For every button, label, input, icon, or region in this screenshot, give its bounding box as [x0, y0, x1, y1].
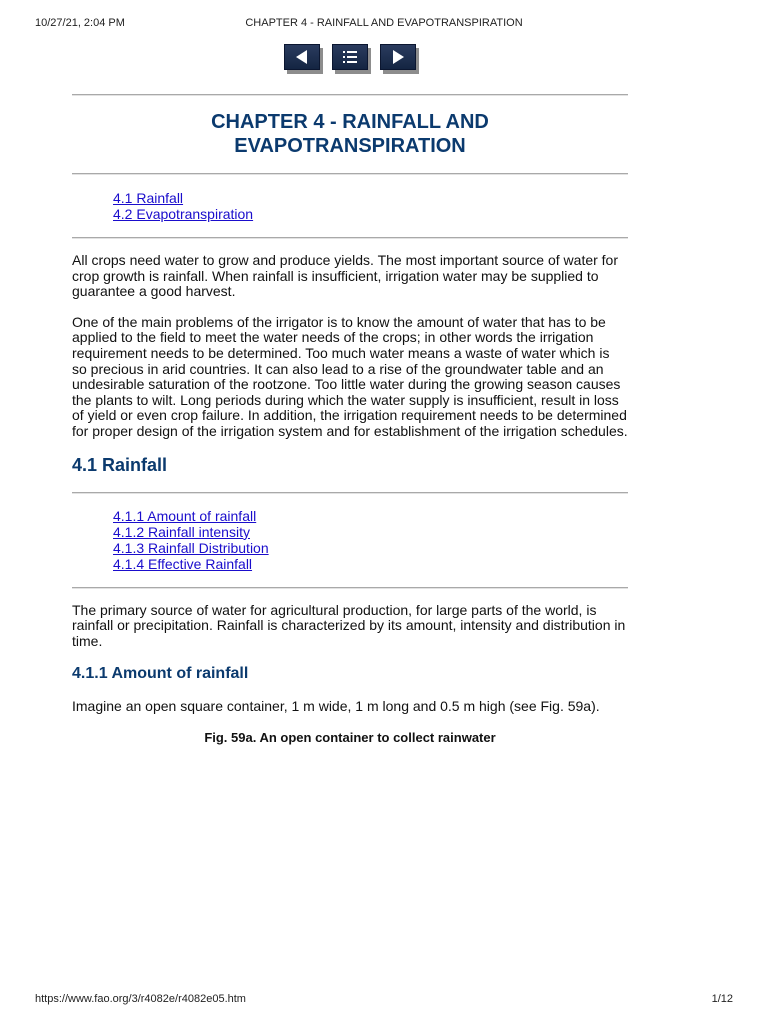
toc-item — [113, 206, 628, 222]
rainfall-paragraph: The primary source of water for agricultural production, for large parts of the world, is rainfall or precipitation. Rainfall is characterized by its amount, intensity and distribution in time. — [72, 601, 626, 649]
print-header — [35, 17, 733, 31]
section-heading-rainfall: 4.1 Rainfall — [72, 454, 168, 475]
section-heading-amount-of-rainfall: 4.1.1 Amount of rainfall — [72, 665, 249, 683]
divider — [72, 173, 628, 175]
index-list-icon — [333, 45, 367, 69]
next-page-button[interactable] — [380, 44, 416, 70]
chapter-toc — [72, 190, 628, 222]
toc-link-effective-rainfall[interactable]: 4.1.4 Effective Rainfall — [113, 555, 253, 572]
toc-link-rainfall-distribution[interactable]: 4.1.3 Rainfall Distribution — [113, 539, 269, 556]
print-datetime: 10/27/21, 2:04 PM — [35, 17, 125, 29]
figure-caption: Fig. 59a. An open container to collect rainwater — [204, 729, 496, 745]
toc-link-rainfall-intensity[interactable]: 4.1.2 Rainfall intensity — [113, 523, 250, 540]
print-doc-title: CHAPTER 4 - RAINFALL AND EVAPOTRANSPIRATION — [245, 17, 523, 29]
previous-arrow-icon — [285, 45, 319, 69]
previous-page-button[interactable] — [284, 44, 320, 70]
toc-item — [113, 524, 628, 540]
chapter-title — [72, 110, 628, 158]
intro-paragraph: All crops need water to grow and produce yields. The most important source of water for crop growth is rainfall. When rainfall is insufficient, irrigation water may be supplied to guarantee a good harvest. — [72, 252, 619, 300]
page-content — [72, 86, 628, 745]
rainfall-toc — [72, 508, 628, 572]
print-footer — [35, 993, 733, 1007]
irrigator-paragraph: One of the main problems of the irrigator is to know the amount of water that has to be applied to the field to meet the water needs of the crops; in other words the irrigation requirement needs to be determined. Too much water means a waste of water which is so precious in arid countries. It can also lead to a rise of the groundwater table and an undesirable saturation of the rootzone. Too little water during the growing season causes the plants to wilt. Long periods during which the water supply is insufficient, result in loss of yield or even crop failure. In addition, the irrigation requirement needs to be determined for proper design of the irrigation system and for establishment of the irrigation schedules. — [72, 313, 628, 439]
navigation-bar — [284, 44, 416, 76]
print-url: https://www.fao.org/3/r4082e/r4082e05.htm — [35, 993, 246, 1005]
toc-item — [113, 556, 628, 572]
index-button[interactable] — [332, 44, 368, 70]
print-page-number: 1/12 — [711, 993, 733, 1005]
chapter-title-line1: CHAPTER 4 - RAINFALL AND — [211, 111, 489, 133]
divider — [72, 492, 628, 494]
chapter-title-line2: EVAPOTRANSPIRATION — [234, 135, 466, 157]
next-arrow-icon — [381, 45, 415, 69]
divider — [72, 94, 628, 96]
toc-item — [113, 190, 628, 206]
container-paragraph: Imagine an open square container, 1 m wide, 1 m long and 0.5 m high (see Fig. 59a). — [72, 698, 600, 715]
divider — [72, 587, 628, 589]
toc-link-rainfall[interactable]: 4.1 Rainfall — [113, 190, 184, 206]
divider — [72, 237, 628, 239]
toc-link-evapotranspiration[interactable]: 4.2 Evapotranspiration — [113, 206, 254, 222]
toc-item — [113, 508, 628, 524]
toc-item — [113, 540, 628, 556]
toc-link-amount-of-rainfall[interactable]: 4.1.1 Amount of rainfall — [113, 507, 257, 524]
